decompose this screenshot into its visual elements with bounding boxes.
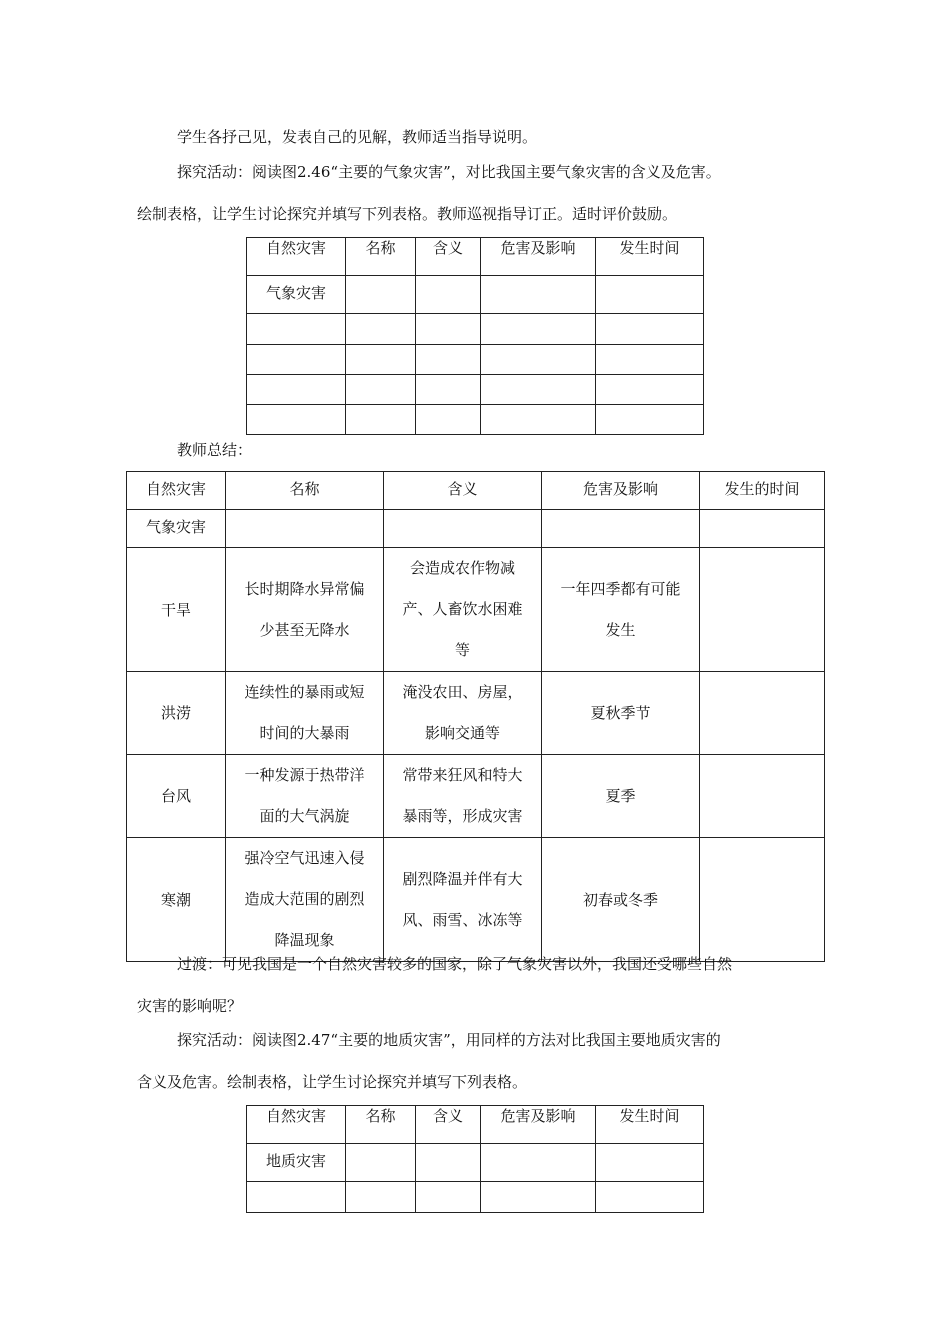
table-cell <box>416 375 481 405</box>
paragraph-transition-line1: 过渡：可见我国是一个自然灾害较多的国家，除了气象灾害以外，我国还受哪些自然 <box>177 955 733 973</box>
table-cell <box>700 672 825 755</box>
table-cell <box>416 345 481 375</box>
table-cell <box>346 314 416 345</box>
table-cell <box>247 345 346 375</box>
paragraph-activity-2-line2: 含义及危害。绘制表格，让学生讨论探究并填写下列表格。 <box>137 1073 528 1091</box>
table-header: 含义 <box>384 472 542 510</box>
table-cell <box>416 276 481 314</box>
paragraph-transition-line2: 灾害的影响呢？ <box>137 997 243 1015</box>
occurrence-cell: 一年四季都有可能 发生 <box>542 548 700 672</box>
table-cell <box>346 1144 416 1182</box>
table-header: 自然灾害 <box>247 238 346 276</box>
table-cell <box>596 375 704 405</box>
table-cell <box>481 345 596 375</box>
table-cell <box>226 510 384 548</box>
disaster-name: 干旱 <box>127 548 226 672</box>
definition-cell: 一种发源于热带洋 面的大气涡旋 <box>226 755 384 838</box>
table-header: 含义 <box>416 1106 481 1144</box>
table-cell <box>416 1144 481 1182</box>
table-cell <box>247 375 346 405</box>
table-cell <box>596 314 704 345</box>
table-header: 发生的时间 <box>700 472 825 510</box>
table-cell <box>384 510 542 548</box>
table-header: 自然灾害 <box>247 1106 346 1144</box>
table-cell <box>700 548 825 672</box>
paragraph-student-views: 学生各抒己见，发表自己的见解，教师适当指导说明。 <box>177 128 538 146</box>
table-cell <box>247 1182 346 1213</box>
table-cell: 气象灾害 <box>247 276 346 314</box>
table-cell <box>247 314 346 345</box>
table-cell <box>481 314 596 345</box>
table-geological-empty <box>246 1105 704 1213</box>
table-row <box>127 838 825 962</box>
table-cell <box>481 1144 596 1182</box>
table-meteorological-summary <box>126 471 825 962</box>
table-cell <box>542 510 700 548</box>
table-header: 名称 <box>226 472 384 510</box>
table-meteorological-empty <box>246 237 704 435</box>
table-cell <box>416 314 481 345</box>
table-cell <box>596 1182 704 1213</box>
table-cell <box>700 838 825 962</box>
table-cell <box>346 405 416 435</box>
table-cell <box>416 405 481 435</box>
impact-cell: 淹没农田、房屋， 影响交通等 <box>384 672 542 755</box>
table-header: 危害及影响 <box>542 472 700 510</box>
table-header: 危害及影响 <box>481 1106 596 1144</box>
table-header: 含义 <box>416 238 481 276</box>
paragraph-activity-1-line2: 绘制表格，让学生讨论探究并填写下列表格。教师巡视指导订正。适时评价鼓励。 <box>137 205 678 223</box>
impact-cell: 会造成农作物减 产、人畜饮水困难 等 <box>384 548 542 672</box>
table-cell <box>346 276 416 314</box>
paragraph-activity-2-line1: 探究活动：阅读图2.47“主要的地质灾害”，用同样的方法对比我国主要地质灾害的 <box>177 1031 721 1049</box>
table-header: 发生时间 <box>596 238 704 276</box>
definition-cell: 连续性的暴雨或短 时间的大暴雨 <box>226 672 384 755</box>
table-cell <box>481 276 596 314</box>
table-cell <box>596 276 704 314</box>
table-cell <box>596 345 704 375</box>
table-row <box>127 755 825 838</box>
table-cell <box>416 1182 481 1213</box>
teacher-summary-label: 教师总结： <box>177 441 253 459</box>
paragraph-activity-1-line1: 探究活动：阅读图2.46“主要的气象灾害”，对比我国主要气象灾害的含义及危害。 <box>177 163 721 181</box>
table-cell <box>700 510 825 548</box>
table-header: 自然灾害 <box>127 472 226 510</box>
table-cell <box>346 375 416 405</box>
table-cell <box>346 1182 416 1213</box>
disaster-name: 台风 <box>127 755 226 838</box>
table-cell-category: 气象灾害 <box>127 510 226 548</box>
table-cell <box>346 345 416 375</box>
table-cell <box>700 755 825 838</box>
definition-cell: 长时期降水异常偏 少甚至无降水 <box>226 548 384 672</box>
impact-cell: 剧烈降温并伴有大 风、雨雪、冰冻等 <box>384 838 542 962</box>
table-cell <box>247 405 346 435</box>
table-cell <box>481 375 596 405</box>
table-header: 名称 <box>346 1106 416 1144</box>
table-cell: 地质灾害 <box>247 1144 346 1182</box>
occurrence-cell: 夏秋季节 <box>542 672 700 755</box>
table-row <box>127 548 825 672</box>
definition-cell: 强冷空气迅速入侵 造成大范围的剧烈 降温现象 <box>226 838 384 962</box>
table-cell <box>481 1182 596 1213</box>
table-cell <box>596 405 704 435</box>
occurrence-cell: 夏季 <box>542 755 700 838</box>
table-cell <box>596 1144 704 1182</box>
table-header: 发生时间 <box>596 1106 704 1144</box>
table-row <box>127 672 825 755</box>
disaster-name: 寒潮 <box>127 838 226 962</box>
table-cell <box>481 405 596 435</box>
table-header: 危害及影响 <box>481 238 596 276</box>
occurrence-cell: 初春或冬季 <box>542 838 700 962</box>
disaster-name: 洪涝 <box>127 672 226 755</box>
table-header: 名称 <box>346 238 416 276</box>
impact-cell: 常带来狂风和特大 暴雨等，形成灾害 <box>384 755 542 838</box>
